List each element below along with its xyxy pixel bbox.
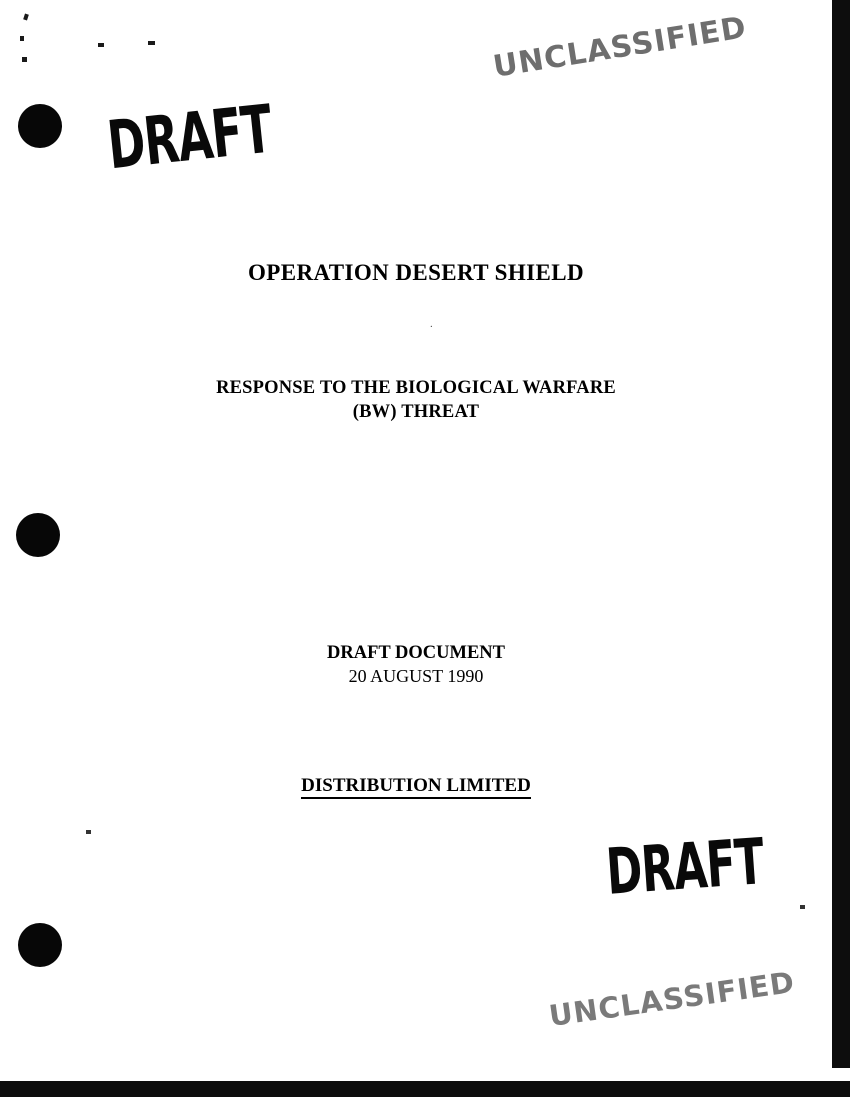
document-type-label: DRAFT DOCUMENT: [327, 643, 505, 663]
classification-stamp-bottom: UNCLASSIFIED: [546, 964, 797, 1034]
draft-stamp-top: DRAFT: [104, 90, 276, 185]
distribution-statement-text: DISTRIBUTION LIMITED: [301, 775, 531, 799]
scan-edge-right: [832, 0, 850, 1068]
document-date: 20 AUGUST 1990: [348, 666, 484, 686]
document-title: OPERATION DESERT SHIELD: [247, 260, 585, 285]
distribution-statement: [0, 775, 832, 797]
document-subtitle-line-2: (BW) THREAT: [352, 402, 480, 422]
classification-stamp-top: UNCLASSIFIED: [490, 10, 750, 85]
stray-ink-mark: .: [430, 318, 433, 330]
scan-edge-bottom: [0, 1081, 850, 1097]
document-subtitle-line-1: RESPONSE TO THE BIOLOGICAL WARFARE: [216, 378, 616, 398]
draft-stamp-bottom: DRAFT: [604, 825, 766, 911]
